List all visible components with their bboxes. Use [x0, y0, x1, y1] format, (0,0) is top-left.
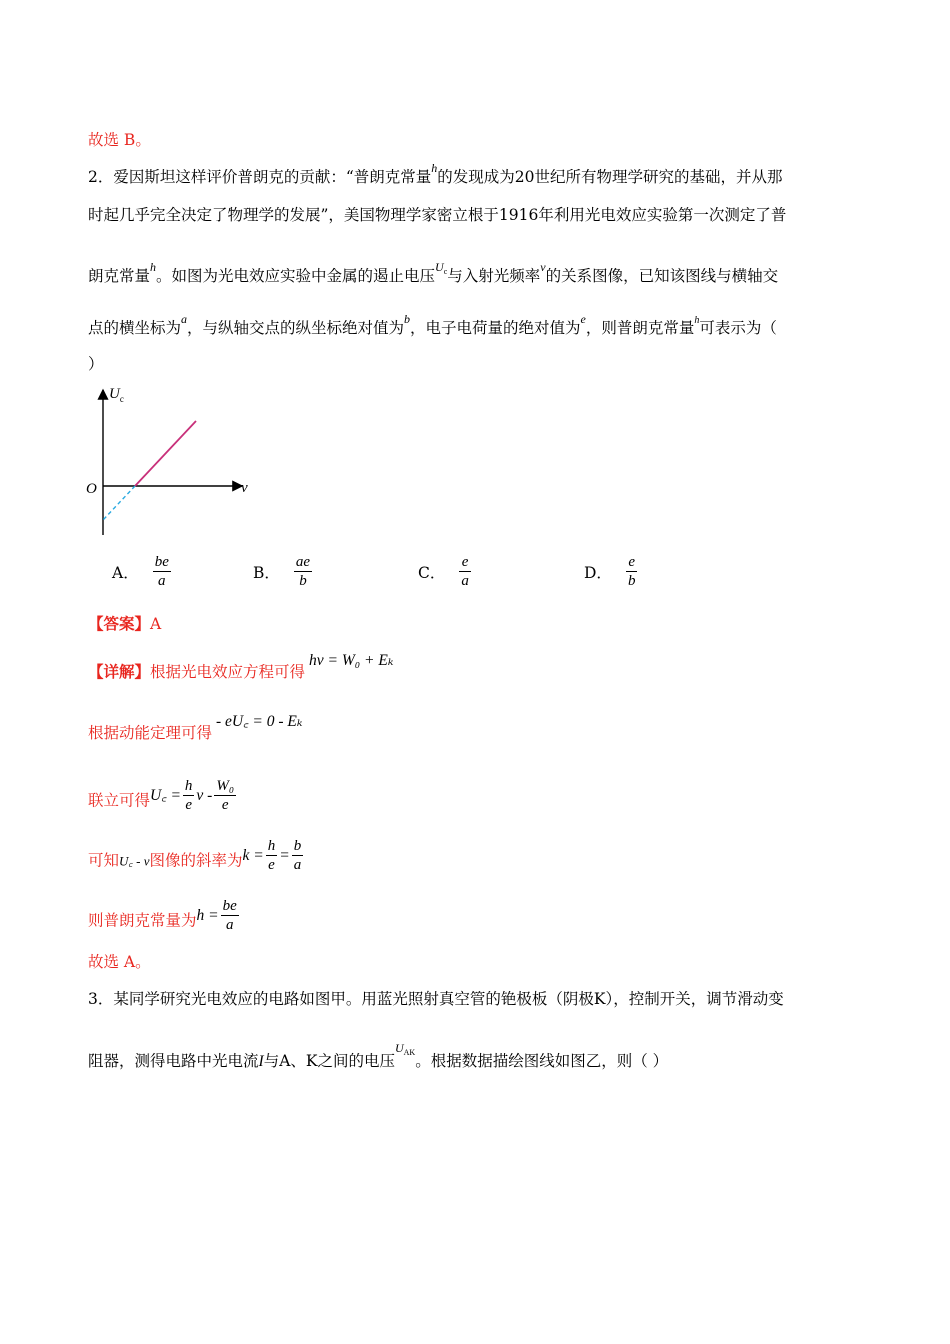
uc-nu-graph	[80, 380, 260, 540]
q3-line2	[88, 1041, 669, 1077]
q2-line4	[88, 312, 777, 341]
option-c[interactable]	[418, 553, 473, 590]
q2-text: 可表示为（	[699, 319, 777, 337]
q2-text: 。如图为光电效应实验中金属的遏止电压	[156, 267, 436, 285]
graph-dashed-extension	[103, 486, 135, 520]
detail-step3	[88, 778, 238, 820]
equation: =	[279, 846, 290, 864]
y-axis-label: $U_c$	[109, 386, 124, 404]
answer-line	[88, 614, 161, 634]
q2-text: 2．爱因斯坦这样评价普朗克的贡献：“普朗克常量	[88, 168, 432, 186]
q3-text: 阻器，测得电路中光电流	[88, 1052, 259, 1070]
q2-line3	[88, 260, 779, 292]
q2-line2: 时起几乎完全决定了物理学的发展”，美国物理学家密立根于1916年利用光电效应实验第一次测定了普	[88, 206, 787, 224]
option-a[interactable]	[112, 553, 173, 590]
detail-text: 图像的斜率为	[149, 851, 243, 870]
symbol-h: h	[150, 260, 157, 274]
origin-label: O	[86, 481, 97, 497]
option-fraction: $\frac{ae}{b}$	[295, 554, 311, 589]
symbol-nu: ν	[540, 260, 546, 274]
prev-conclusion: 故选 B。	[88, 131, 151, 149]
x-axis-label: ν	[241, 480, 248, 496]
detail-text: 联立可得	[88, 791, 151, 810]
detail-text: 可知	[88, 851, 120, 870]
equation: h =	[196, 906, 219, 924]
symbol-uak: UAK	[394, 1041, 416, 1057]
fraction: $\frac{\text{W₀}}{e}$	[216, 778, 235, 813]
q2-line1	[88, 161, 783, 188]
option-d[interactable]	[584, 553, 639, 590]
q2-text: ，与纵轴交点的纵坐标绝对值为	[187, 319, 405, 337]
option-label: B．	[253, 563, 280, 582]
fraction: $\frac{h}{e}$	[184, 778, 193, 813]
option-b[interactable]	[253, 553, 314, 590]
option-fraction: $\frac{e}{b}$	[627, 554, 636, 589]
q2-text: ，电子电荷量的绝对值为	[410, 319, 581, 337]
option-label: C．	[418, 563, 446, 582]
equation: k =	[242, 846, 264, 864]
q2-text: 的发现成为20世纪所有物理学研究的基础，并从那	[437, 168, 783, 186]
detail-step4	[88, 838, 305, 880]
option-fraction: $\frac{e}{a}$	[461, 554, 469, 589]
detail-text: 根据光电效应方程可得	[150, 663, 306, 681]
symbol-h: h	[694, 315, 700, 326]
option-label: A．	[112, 563, 139, 582]
detail-text: 则普朗克常量为	[88, 911, 197, 930]
equation: - eU꜀ = 0 - Eₖ	[216, 713, 303, 730]
symbol-e: e	[580, 312, 586, 326]
q2-text: 与入射光频率	[447, 267, 541, 285]
answer-value: A	[150, 615, 162, 633]
detail-text: 根据动能定理可得	[88, 724, 213, 742]
q3-line1: 3．某同学研究光电效应的电路如图甲。用蓝光照射真空管的铯极板（阴极K），控制开关，调节滑动变	[88, 990, 784, 1008]
fraction: $\frac{be}{a}$	[222, 898, 237, 933]
detail-conclusion: 故选 A。	[88, 953, 151, 971]
option-fraction: $\frac{be}{a}$	[154, 554, 169, 589]
fraction: $\frac{b}{a}$	[293, 838, 302, 873]
fraction: $\frac{h}{e}$	[267, 838, 276, 873]
q3-text: 与A、K之间的电压	[263, 1052, 395, 1070]
option-label: D．	[584, 563, 612, 582]
equation: hν = W₀ + Eₖ	[309, 652, 394, 669]
symbol-uc: Uc	[435, 260, 448, 276]
equation: U꜀ - ν	[119, 853, 150, 869]
detail-step5	[88, 898, 241, 940]
q2-text: ，则普朗克常量	[585, 319, 695, 337]
graph-solid-line	[135, 421, 196, 486]
detail-step1	[88, 652, 394, 683]
q2-text: 朗克常量	[88, 267, 151, 285]
q2-line5: ）	[88, 355, 104, 373]
q3-text: 。根据数据描绘图线如图乙，则（ ）	[415, 1052, 669, 1070]
symbol-a: a	[181, 312, 188, 326]
detail-tag: 【详解】	[88, 662, 151, 681]
equation: U꜀ =	[150, 786, 181, 804]
detail-step2	[88, 713, 303, 744]
symbol-h: h	[431, 161, 438, 175]
symbol-b: b	[404, 312, 411, 326]
q2-text: 的关系图像，已知该图线与横轴交	[545, 267, 779, 285]
symbol-i: I	[258, 1053, 264, 1070]
equation: ν -	[196, 786, 213, 804]
answer-tag: 【答案】	[88, 614, 151, 633]
q2-text: 点的横坐标为	[88, 319, 182, 337]
